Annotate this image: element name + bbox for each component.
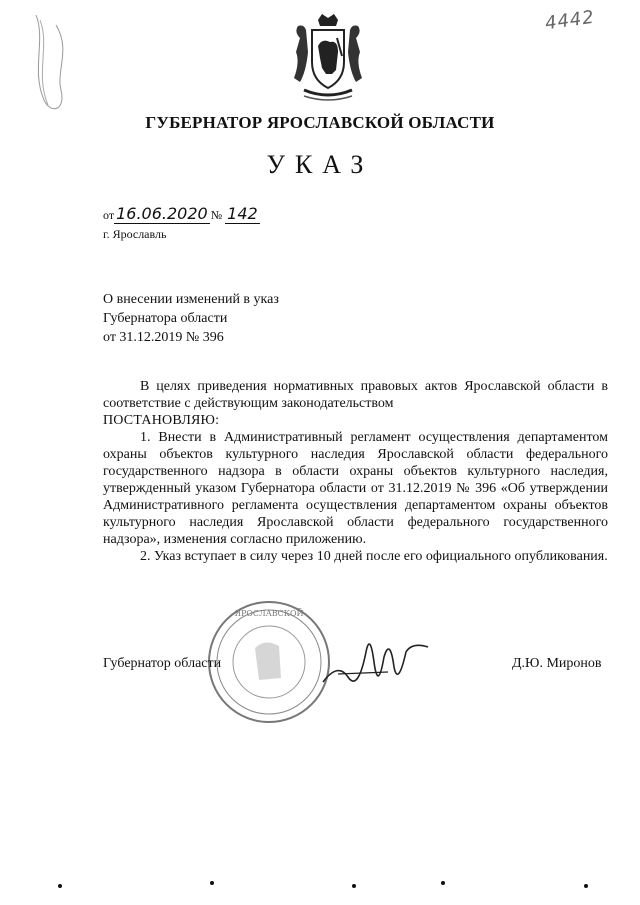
clause-1-paragraph: 1. Внести в Административный регламент осуществления департаментом охраны объектов культурного наследия Ярославской области федерального государственного надзора в области охраны объектов культурного наследия, утвержденный указом Губернатора области от 31.12.2019 № 396 «Об утверждении Административного регламента осуществления департаментом охраны объектов культурного наследия Ярославской области федерального государственного надзора», изменения согласно приложению. <box>103 430 608 547</box>
signer-title: Губернатор области <box>103 656 222 671</box>
preamble-paragraph: В целях приведения нормативных правовых актов Ярославской области в соответствие с действующим законодательством <box>103 379 608 411</box>
decree-word: ПОСТАНОВЛЯЮ: <box>103 413 220 428</box>
svg-text:ЯРОСЛАВСКОЙ: ЯРОСЛАВСКОЙ <box>234 609 304 618</box>
subject-line: от 31.12.2019 № 396 <box>103 330 224 345</box>
number-handwritten: 142 <box>227 204 258 223</box>
scan-artifacts <box>0 878 640 898</box>
number-label: № <box>210 208 223 222</box>
subject-line: О внесении изменений в указ <box>103 292 279 307</box>
signer-name: Д.Ю. Миронов <box>512 656 602 671</box>
date-handwritten: 16.06.2020 <box>116 204 208 223</box>
issuer-heading: ГУБЕРНАТОР ЯРОСЛАВСКОЙ ОБЛАСТИ <box>145 113 495 132</box>
date-number-line <box>103 204 260 223</box>
official-seal <box>205 598 333 726</box>
subject-block <box>103 290 279 347</box>
clause-2-paragraph: 2. Указ вступает в силу через 10 дней после его официального опубликования. <box>140 549 608 564</box>
margin-scribble <box>26 10 76 130</box>
document-type-heading: УКАЗ <box>266 150 374 179</box>
date-prefix: от <box>103 208 115 222</box>
handwritten-signature <box>318 622 433 702</box>
place-of-issue: г. Ярославль <box>103 227 167 241</box>
subject-line: Губернатора области <box>103 311 228 326</box>
registry-number-handwritten: 4442 <box>543 6 597 35</box>
document-body <box>103 378 608 565</box>
coat-of-arms-icon <box>282 12 374 104</box>
